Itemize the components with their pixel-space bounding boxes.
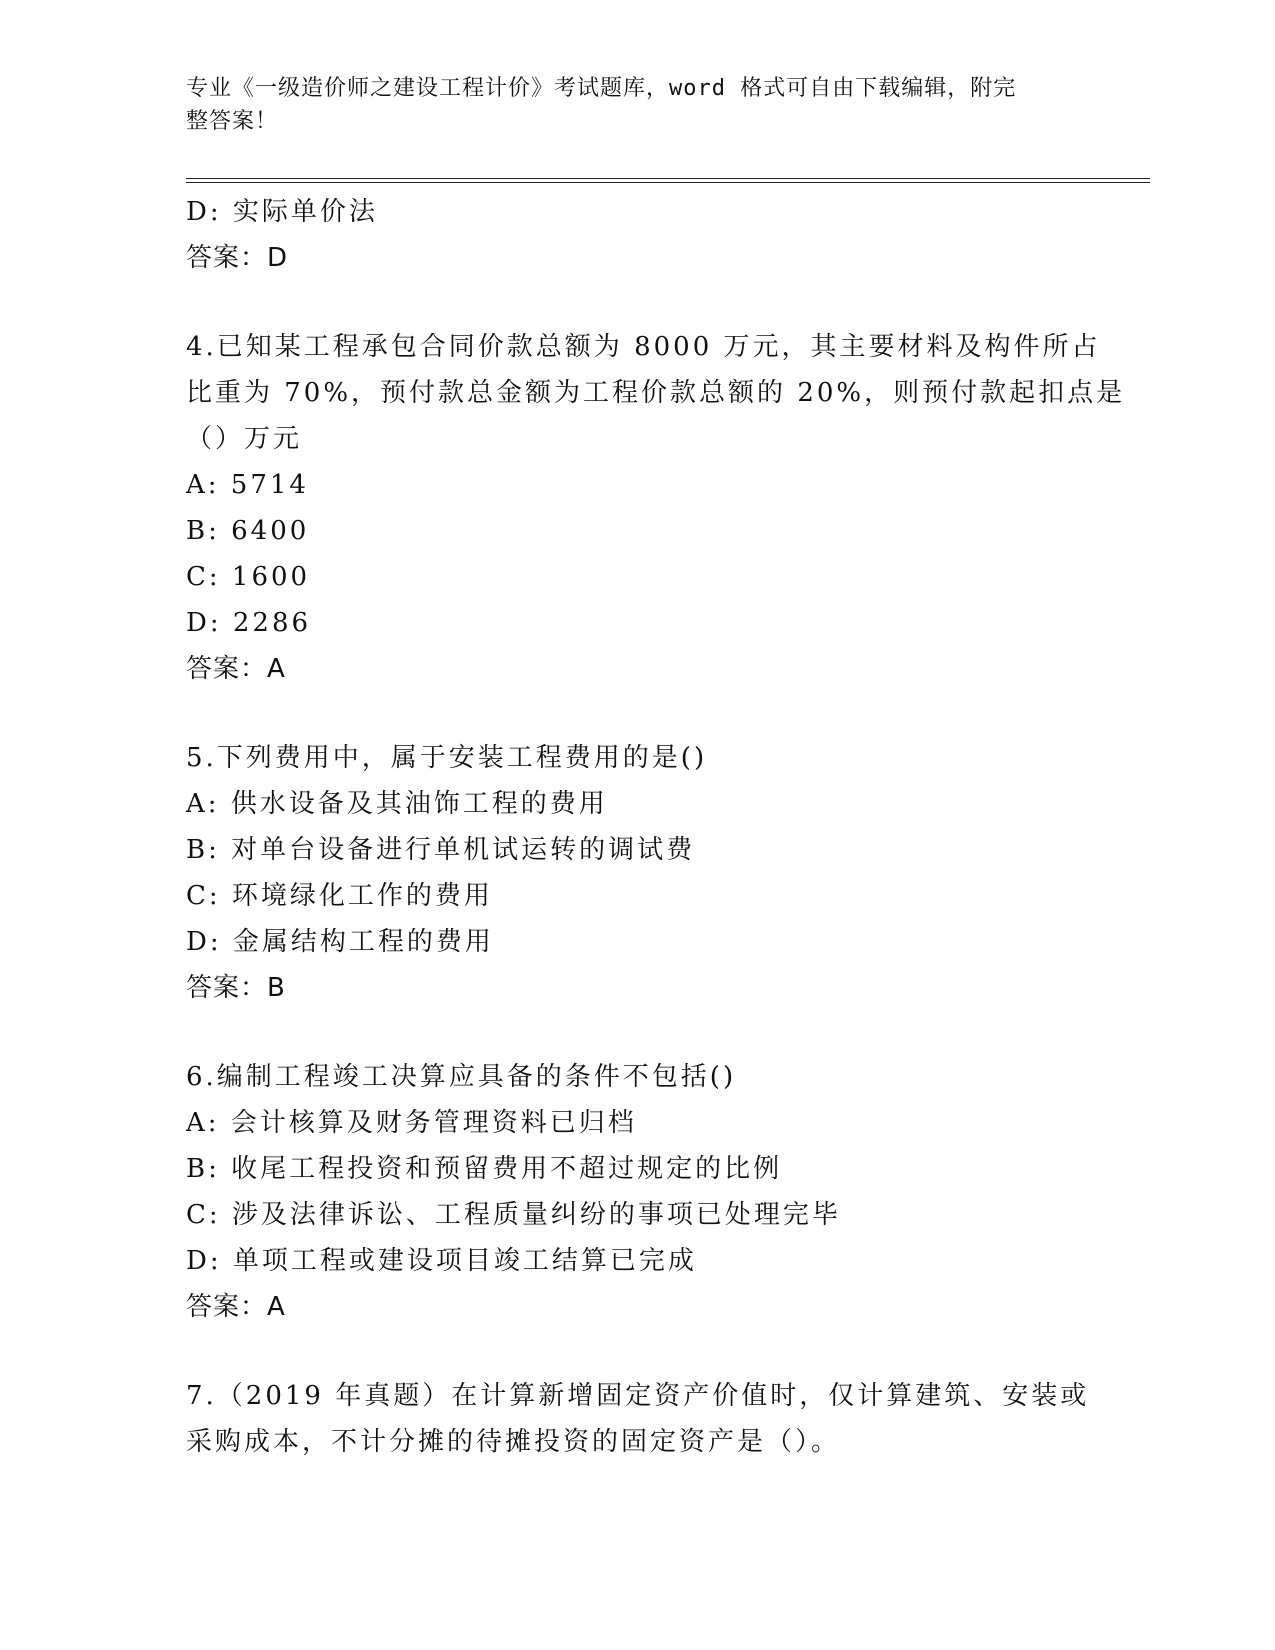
option-a: A: 5714 [186,470,309,500]
option-d: D: 金属结构工程的费用 [186,927,494,957]
document-header [186,72,1066,138]
option-a: A: 供水设备及其油饰工程的费用 [186,789,608,819]
answer: 答案：B [186,973,286,1003]
question-text-line: 比重为 70%，预付款总金额为工程价款总额的 20%，则预付款起扣点是 [186,378,1126,408]
option-c: C: 环境绿化工作的费用 [186,881,493,911]
header-line-2: 整答案！ [186,109,279,134]
option-a: A: 会计核算及财务管理资料已归档 [186,1108,637,1138]
document-body [186,189,1126,1465]
question-6 [186,1054,1086,1330]
option-c: C: 涉及法律诉讼、工程质量纠纷的事项已处理完毕 [186,1200,841,1230]
option-d: D: 单项工程或建设项目竣工结算已完成 [186,1246,697,1276]
question-text-line: 采购成本，不计分摊的待摊投资的固定资产是（）。 [186,1427,841,1457]
option-b: B: 收尾工程投资和预留费用不超过规定的比例 [186,1154,783,1184]
prev-answer: 答案：D [186,243,289,273]
question-4 [186,324,1126,692]
option-d: D: 2286 [186,608,312,638]
prev-option-d: D: 实际单价法 [186,197,378,227]
question-7 [186,1373,1090,1465]
option-c: C: 1600 [186,562,311,592]
question-text-line: 5.下列费用中，属于安装工程费用的是() [186,743,708,773]
header-rule-bottom [186,182,1150,183]
question-5 [186,735,1086,1011]
question-text-line: 4.已知某工程承包合同价款总额为 8000 万元，其主要材料及构件所占 [186,332,1101,362]
question-text-line: （）万元 [186,424,303,454]
answer: 答案：A [186,1292,286,1322]
option-b: B: 6400 [186,516,310,546]
header-line-1: 专业《一级造价师之建设工程计价》考试题库，word 格式可自由下载编辑，附完 [186,76,1017,101]
answer: 答案：A [186,654,286,684]
question-text-line: 6.编制工程竣工决算应具备的条件不包括() [186,1062,737,1092]
option-b: B: 对单台设备进行单机试运转的调试费 [186,835,696,865]
question-text-line: 7.（2019 年真题）在计算新增固定资产价值时，仅计算建筑、安装或 [186,1381,1090,1411]
header-rule-top [186,178,1150,179]
